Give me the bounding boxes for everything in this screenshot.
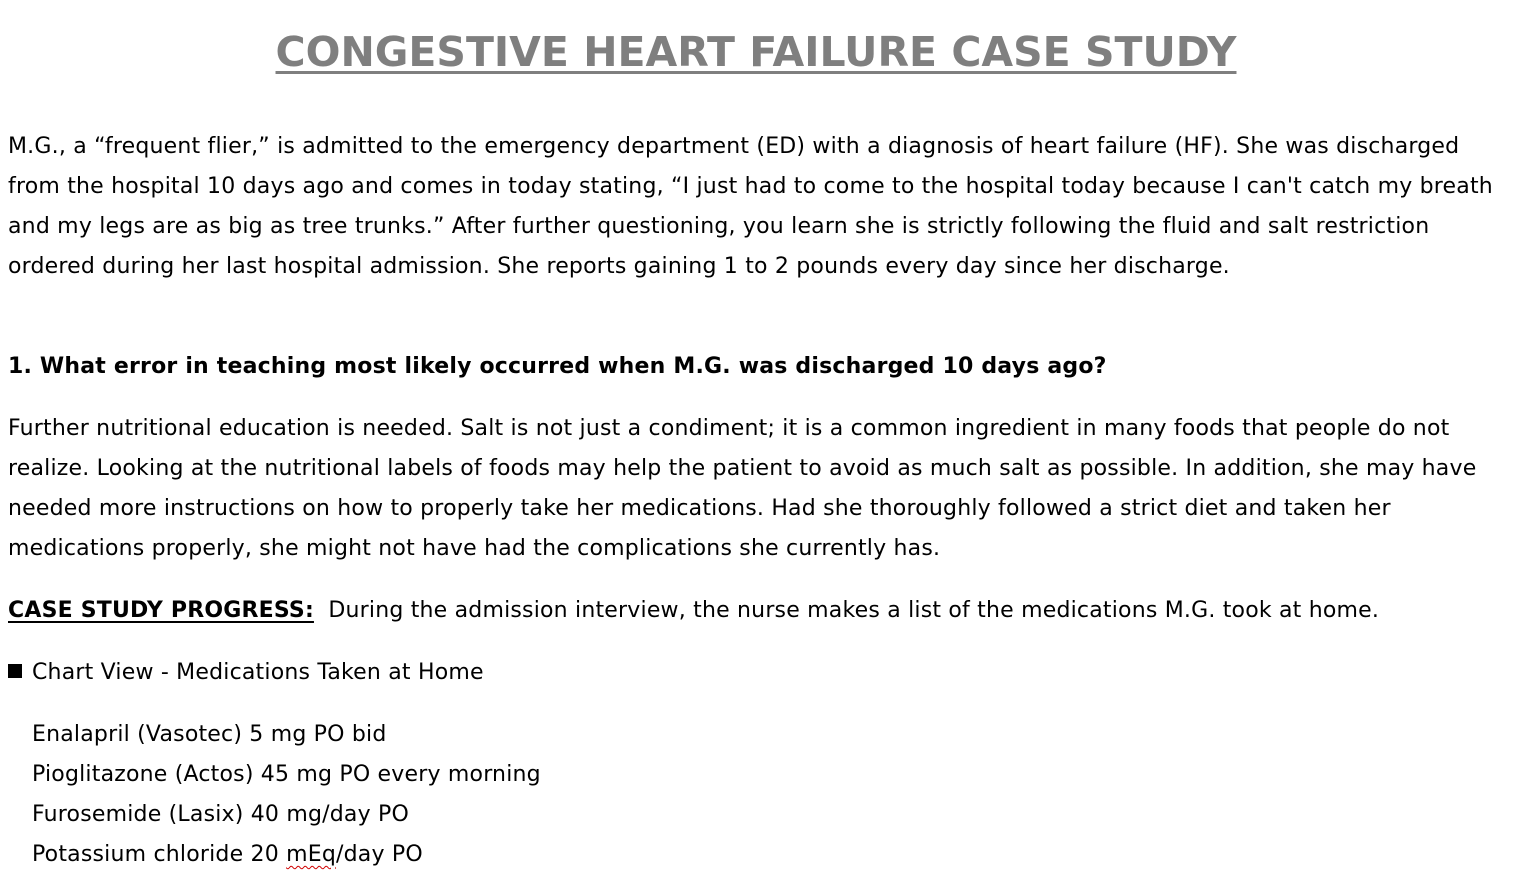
- chart-view-heading: [8, 653, 484, 693]
- document-title: [8, 22, 1504, 82]
- medication-item: [32, 835, 541, 875]
- case-study-progress-text: During the admission interview, the nurse makes a list of the medications M.G. took at home.: [328, 598, 1380, 623]
- medication-item: Enalapril (Vasotec) 5 mg PO bid: [32, 722, 387, 747]
- chart-view-label: Chart View - Medications Taken at Home: [32, 660, 484, 685]
- medication-item: Pioglitazone (Actos) 45 mg PO every morning: [32, 762, 541, 787]
- spellcheck-flagged-word[interactable]: mEq: [286, 842, 337, 867]
- intro-paragraph: M.G., a “frequent flier,” is admitted to the emergency department (ED) with a diagnosis of heart failure (HF). She was discharged from the hospital 10 days ago and comes in today stating, “I just had to come to the hospital today because I can't catch my breath and my legs are as big as tree trunks.” After further questioning, you learn she is strictly following the fluid and salt restriction ordered during her last hospital admission. She reports gaining 1 to 2 pounds every day since her discharge.: [8, 134, 1493, 279]
- answer-paragraph: Further nutritional education is needed. Salt is not just a condiment; it is a common ingredient in many foods that people do not realize. Looking at the nutritional labels of foods may help the patient to avoid as much salt as possible. In addition, she may have needed more instructions on how to properly take her medications. Had she thoroughly followed a strict diet and taken her medications properly, she might not have had the complications she currently has.: [8, 416, 1477, 561]
- question-1: 1. What error in teaching most likely occurred when M.G. was discharged 10 days ago?: [8, 354, 1107, 379]
- case-study-progress-label: CASE STUDY PROGRESS:: [8, 598, 314, 623]
- case-study-progress: [8, 591, 1508, 631]
- document-title-text: CONGESTIVE HEART FAILURE CASE STUDY: [275, 28, 1237, 76]
- medication-list: [32, 715, 541, 875]
- square-bullet-icon: [8, 664, 22, 678]
- medication-text-before: Potassium chloride 20: [32, 842, 287, 867]
- medication-text-after: /day PO: [336, 842, 423, 867]
- medication-item: Furosemide (Lasix) 40 mg/day PO: [32, 802, 409, 827]
